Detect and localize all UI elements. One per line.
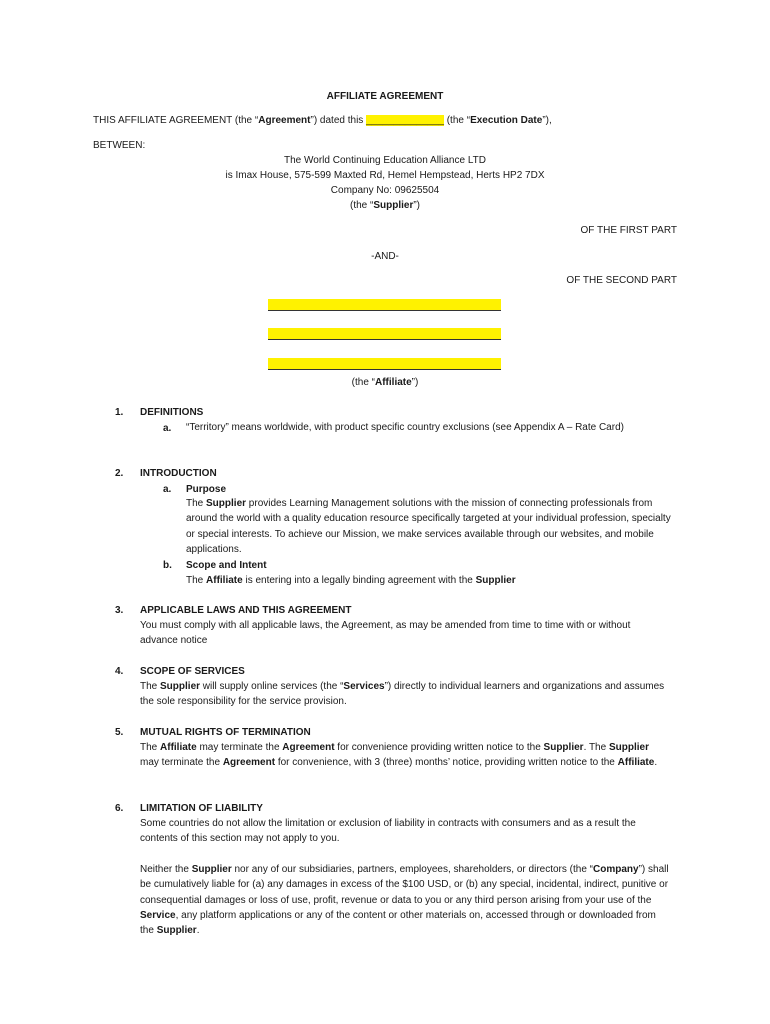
section-4-text: [140, 679, 670, 710]
affiliate-role-prefix: (the “: [351, 377, 375, 388]
s5-t4: . The: [583, 742, 609, 753]
section-2-number: 2.: [115, 468, 124, 479]
s5-supplier: Supplier: [543, 742, 584, 753]
s6-service: Service: [140, 909, 176, 921]
role-suffix: ”): [413, 200, 421, 211]
supplier-address: is Imax House, 575-599 Maxted Rd, Hemel Hempstead, Herts HP2 7DX: [225, 170, 545, 181]
execution-date-term: Execution Date: [470, 115, 543, 126]
section-2b-title: Scope and Intent: [186, 560, 267, 571]
affiliate-blank-2[interactable]: [268, 328, 501, 340]
s2b-t1: The: [186, 575, 207, 586]
section-6-paragraph-2: [140, 862, 672, 938]
section-2-heading: INTRODUCTION: [140, 468, 217, 479]
supplier-role: [0, 199, 770, 212]
execution-date-blank[interactable]: ______________: [366, 115, 444, 126]
s5-affiliate: Affiliate: [160, 742, 197, 753]
section-2a-letter: a.: [163, 484, 172, 495]
affiliate-role-suffix: ”): [411, 377, 419, 388]
section-5-heading: MUTUAL RIGHTS OF TERMINATION: [140, 727, 311, 738]
s5-affiliate-2: Affiliate: [617, 757, 655, 769]
section-4-heading: SCOPE OF SERVICES: [140, 666, 245, 677]
s5-agreement: Agreement: [282, 742, 335, 753]
section-2b-text: [186, 574, 516, 587]
section-1a-text: “Territory” means worldwide, with product specific country exclusions (see Appendix A – Rate Card): [186, 422, 624, 433]
supplier-term: Supplier: [373, 200, 414, 211]
affiliate-role: [0, 376, 770, 389]
supplier-name: The World Continuing Education Alliance LTD: [284, 155, 486, 166]
section-6-paragraph-1: Some countries do not allow the limitation or exclusion of liability in contracts with consumers and as a result the contents of this section may not apply to you.: [140, 818, 636, 845]
section-1a-letter: a.: [163, 423, 172, 434]
section-2a-text: [186, 496, 676, 557]
s6-t3: ”) shall be cumulatively liable for (a) any damages in excess of the $100 USD, or (b) any special, incidental, indirect, punitive or consequential damages or loss of use, profit, revenue or data to you or any third person arising from your use of the: [140, 864, 669, 906]
s6-supplier: Supplier: [191, 864, 232, 875]
affiliate-blank-1[interactable]: [268, 299, 501, 311]
s5-t3: for convenience providing written notice to the: [334, 742, 544, 753]
section-4-number: 4.: [115, 666, 124, 677]
between-label: BETWEEN:: [93, 140, 146, 151]
supplier-company-no: Company No: 09625504: [330, 185, 440, 196]
s6-supplier-2: Supplier: [156, 925, 197, 937]
s2a-supplier: Supplier: [206, 498, 247, 509]
role-prefix: (the “: [349, 200, 374, 211]
section-1-heading: DEFINITIONS: [140, 407, 204, 418]
section-5-number: 5.: [115, 727, 124, 738]
s4-services: Services: [343, 681, 385, 692]
s4-t3: ”) directly to individual learners and organizations and assumes the sole responsibility for the service provision.: [140, 681, 665, 708]
s5-agreement-2: Agreement: [222, 757, 276, 769]
s4-t2: will supply online services (the “: [200, 681, 344, 692]
section-6-heading: LIMITATION OF LIABILITY: [140, 803, 263, 814]
section-2b-letter: b.: [163, 560, 172, 571]
intro-prefix: THIS AFFILIATE AGREEMENT (the “: [93, 115, 259, 126]
section-3-text: You must comply with all applicable laws, the Agreement, as may be amended from time to time with or without advance notice: [140, 620, 631, 647]
s6-t2: nor any of our subsidiaries, partners, employees, shareholders, or directors (the “: [231, 864, 593, 875]
section-5-text: [140, 740, 670, 771]
s2b-supplier: Supplier: [475, 575, 516, 586]
s4-supplier: Supplier: [160, 681, 201, 692]
s2b-t2: is entering into a legally binding agreement with the: [242, 575, 476, 586]
s6-t4: , any platform applications or any of the content or other materials on, accessed through or downloaded from the: [140, 909, 656, 937]
affiliate-blank-3[interactable]: [268, 358, 501, 370]
and-label: -AND-: [371, 251, 399, 262]
s2a-t1: The: [186, 498, 207, 509]
affiliate-term: Affiliate: [375, 377, 412, 388]
first-part-label: OF THE FIRST PART: [580, 225, 677, 236]
s5-supplier-2: Supplier: [608, 742, 649, 753]
section-3-number: 3.: [115, 605, 124, 616]
s6-company: Company: [593, 864, 639, 875]
document-title: AFFILIATE AGREEMENT: [326, 91, 444, 102]
section-3-heading: APPLICABLE LAWS AND THIS AGREEMENT: [140, 605, 352, 616]
s6-t5: .: [196, 925, 200, 937]
s6-t1: Neither the: [140, 864, 192, 875]
section-2a-title: Purpose: [186, 484, 227, 495]
s2b-affiliate: Affiliate: [206, 575, 243, 586]
s5-t5: may terminate the: [140, 757, 223, 769]
s5-t6: for convenience, with 3 (three) months’ notice, providing written notice to the: [275, 757, 618, 769]
section-1-number: 1.: [115, 407, 124, 418]
intro-suffix: ”),: [542, 115, 552, 126]
agreement-term: Agreement: [258, 115, 311, 126]
second-part-label: OF THE SECOND PART: [566, 275, 677, 286]
intro-after-blank: (the “: [443, 115, 471, 126]
s5-t7: .: [654, 757, 658, 769]
s4-t1: The: [140, 681, 161, 692]
s2a-t2: provides Learning Management solutions with the mission of connecting professionals from around the world with a quality education resource specifically targeted at your individual profession, specialty or special interests. To achieve our Mission, we make services available through our websites, and mobile applications.: [186, 498, 671, 555]
section-6-number: 6.: [115, 803, 124, 814]
intro-line: [93, 114, 552, 127]
s5-t1: The: [140, 742, 161, 753]
intro-middle: ”) dated this: [310, 115, 367, 126]
s5-t2: may terminate the: [196, 742, 283, 753]
